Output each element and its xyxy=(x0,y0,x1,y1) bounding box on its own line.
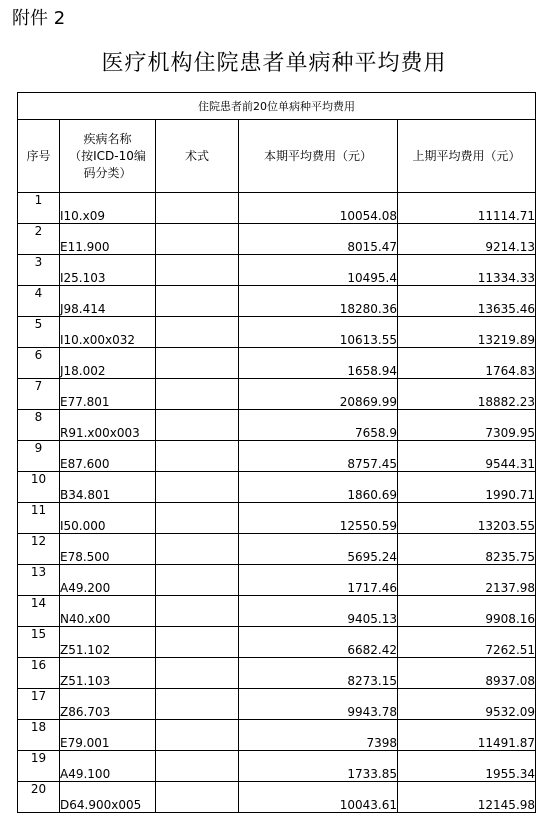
table-row xyxy=(18,441,536,472)
row-previous-cost: 11334.33 xyxy=(398,255,536,286)
table-row xyxy=(18,596,536,627)
row-disease-code: A49.200 xyxy=(60,565,156,596)
row-current-cost: 8273.15 xyxy=(239,658,398,689)
row-disease-code: E79.001 xyxy=(60,720,156,751)
row-procedure xyxy=(156,224,239,255)
row-index: 17 xyxy=(18,689,60,720)
row-previous-cost: 9908.16 xyxy=(398,596,536,627)
row-current-cost: 20869.99 xyxy=(239,379,398,410)
row-previous-cost: 9544.31 xyxy=(398,441,536,472)
table-row xyxy=(18,255,536,286)
table-row xyxy=(18,751,536,782)
row-current-cost: 1860.69 xyxy=(239,472,398,503)
row-disease-code: E11.900 xyxy=(60,224,156,255)
row-previous-cost: 11491.87 xyxy=(398,720,536,751)
header-index: 序号 xyxy=(18,120,60,193)
table-row xyxy=(18,565,536,596)
row-current-cost: 7658.9 xyxy=(239,410,398,441)
row-current-cost: 10054.08 xyxy=(239,193,398,224)
row-current-cost: 10613.55 xyxy=(239,317,398,348)
row-current-cost: 1717.46 xyxy=(239,565,398,596)
row-disease-code: N40.x00 xyxy=(60,596,156,627)
row-procedure xyxy=(156,317,239,348)
row-previous-cost: 13203.55 xyxy=(398,503,536,534)
row-current-cost: 1658.94 xyxy=(239,348,398,379)
row-procedure xyxy=(156,534,239,565)
table-caption-row xyxy=(18,93,536,120)
row-procedure xyxy=(156,596,239,627)
row-current-cost: 9943.78 xyxy=(239,689,398,720)
row-index: 7 xyxy=(18,379,60,410)
row-procedure xyxy=(156,751,239,782)
row-index: 3 xyxy=(18,255,60,286)
row-previous-cost: 7262.51 xyxy=(398,627,536,658)
row-previous-cost: 13635.46 xyxy=(398,286,536,317)
table-row xyxy=(18,472,536,503)
row-index: 8 xyxy=(18,410,60,441)
row-current-cost: 9405.13 xyxy=(239,596,398,627)
row-disease-code: I25.103 xyxy=(60,255,156,286)
row-index: 1 xyxy=(18,193,60,224)
row-disease-code: Z51.103 xyxy=(60,658,156,689)
row-current-cost: 8015.47 xyxy=(239,224,398,255)
row-disease-code: E78.500 xyxy=(60,534,156,565)
row-procedure xyxy=(156,255,239,286)
row-procedure xyxy=(156,503,239,534)
row-disease-code: D64.900x005 xyxy=(60,782,156,813)
table-row xyxy=(18,658,536,689)
table-row xyxy=(18,286,536,317)
table-row xyxy=(18,627,536,658)
row-disease-code: J98.414 xyxy=(60,286,156,317)
row-current-cost: 12550.59 xyxy=(239,503,398,534)
row-index: 13 xyxy=(18,565,60,596)
row-current-cost: 18280.36 xyxy=(239,286,398,317)
row-previous-cost: 1990.71 xyxy=(398,472,536,503)
row-previous-cost: 18882.23 xyxy=(398,379,536,410)
row-index: 12 xyxy=(18,534,60,565)
row-procedure xyxy=(156,720,239,751)
row-disease-code: I50.000 xyxy=(60,503,156,534)
header-disease-name-line1: 疾病名称 xyxy=(83,131,132,146)
row-procedure xyxy=(156,379,239,410)
row-disease-code: B34.801 xyxy=(60,472,156,503)
row-index: 18 xyxy=(18,720,60,751)
row-previous-cost: 7309.95 xyxy=(398,410,536,441)
row-procedure xyxy=(156,193,239,224)
table-row xyxy=(18,720,536,751)
row-current-cost: 8757.45 xyxy=(239,441,398,472)
row-procedure xyxy=(156,689,239,720)
table-body xyxy=(18,193,536,813)
row-index: 9 xyxy=(18,441,60,472)
table-caption: 住院患者前20位单病种平均费用 xyxy=(18,93,536,120)
table-row xyxy=(18,193,536,224)
header-disease-name-line2: （按ICD-10编码分类） xyxy=(69,148,146,180)
row-procedure xyxy=(156,441,239,472)
row-current-cost: 6682.42 xyxy=(239,627,398,658)
row-previous-cost: 8937.08 xyxy=(398,658,536,689)
row-disease-code: A49.100 xyxy=(60,751,156,782)
row-procedure xyxy=(156,472,239,503)
row-index: 10 xyxy=(18,472,60,503)
row-index: 2 xyxy=(18,224,60,255)
row-disease-code: E77.801 xyxy=(60,379,156,410)
header-previous-cost: 上期平均费用（元） xyxy=(398,120,536,193)
table-row xyxy=(18,534,536,565)
row-current-cost: 1733.85 xyxy=(239,751,398,782)
disease-cost-table xyxy=(17,92,536,813)
row-previous-cost: 1955.34 xyxy=(398,751,536,782)
row-disease-code: I10.x09 xyxy=(60,193,156,224)
row-index: 14 xyxy=(18,596,60,627)
row-index: 4 xyxy=(18,286,60,317)
row-disease-code: J18.002 xyxy=(60,348,156,379)
row-procedure xyxy=(156,565,239,596)
row-index: 5 xyxy=(18,317,60,348)
table-row xyxy=(18,689,536,720)
row-disease-code: I10.x00x032 xyxy=(60,317,156,348)
table-row xyxy=(18,224,536,255)
row-previous-cost: 8235.75 xyxy=(398,534,536,565)
table-row xyxy=(18,379,536,410)
row-index: 20 xyxy=(18,782,60,813)
document-title: 医疗机构住院患者单病种平均费用 xyxy=(101,51,447,76)
row-index: 16 xyxy=(18,658,60,689)
row-procedure xyxy=(156,627,239,658)
row-current-cost: 10495.4 xyxy=(239,255,398,286)
table-row xyxy=(18,410,536,441)
row-previous-cost: 2137.98 xyxy=(398,565,536,596)
row-disease-code: Z51.102 xyxy=(60,627,156,658)
header-current-cost: 本期平均费用（元） xyxy=(239,120,398,193)
row-previous-cost: 11114.71 xyxy=(398,193,536,224)
row-disease-code: Z86.703 xyxy=(60,689,156,720)
row-previous-cost: 1764.83 xyxy=(398,348,536,379)
table-row xyxy=(18,782,536,813)
row-procedure xyxy=(156,410,239,441)
row-previous-cost: 13219.89 xyxy=(398,317,536,348)
attachment-label: 附件 2 xyxy=(12,8,66,29)
row-procedure xyxy=(156,348,239,379)
header-disease-name xyxy=(60,120,156,193)
row-index: 15 xyxy=(18,627,60,658)
row-previous-cost: 9214.13 xyxy=(398,224,536,255)
header-procedure: 术式 xyxy=(156,120,239,193)
table-row xyxy=(18,317,536,348)
row-index: 6 xyxy=(18,348,60,379)
row-current-cost: 7398 xyxy=(239,720,398,751)
table-header-row xyxy=(18,120,536,193)
row-procedure xyxy=(156,658,239,689)
row-previous-cost: 12145.98 xyxy=(398,782,536,813)
row-previous-cost: 9532.09 xyxy=(398,689,536,720)
table-row xyxy=(18,503,536,534)
row-current-cost: 10043.61 xyxy=(239,782,398,813)
row-procedure xyxy=(156,782,239,813)
row-procedure xyxy=(156,286,239,317)
row-disease-code: R91.x00x003 xyxy=(60,410,156,441)
row-index: 11 xyxy=(18,503,60,534)
row-disease-code: E87.600 xyxy=(60,441,156,472)
row-index: 19 xyxy=(18,751,60,782)
row-current-cost: 5695.24 xyxy=(239,534,398,565)
table-row xyxy=(18,348,536,379)
